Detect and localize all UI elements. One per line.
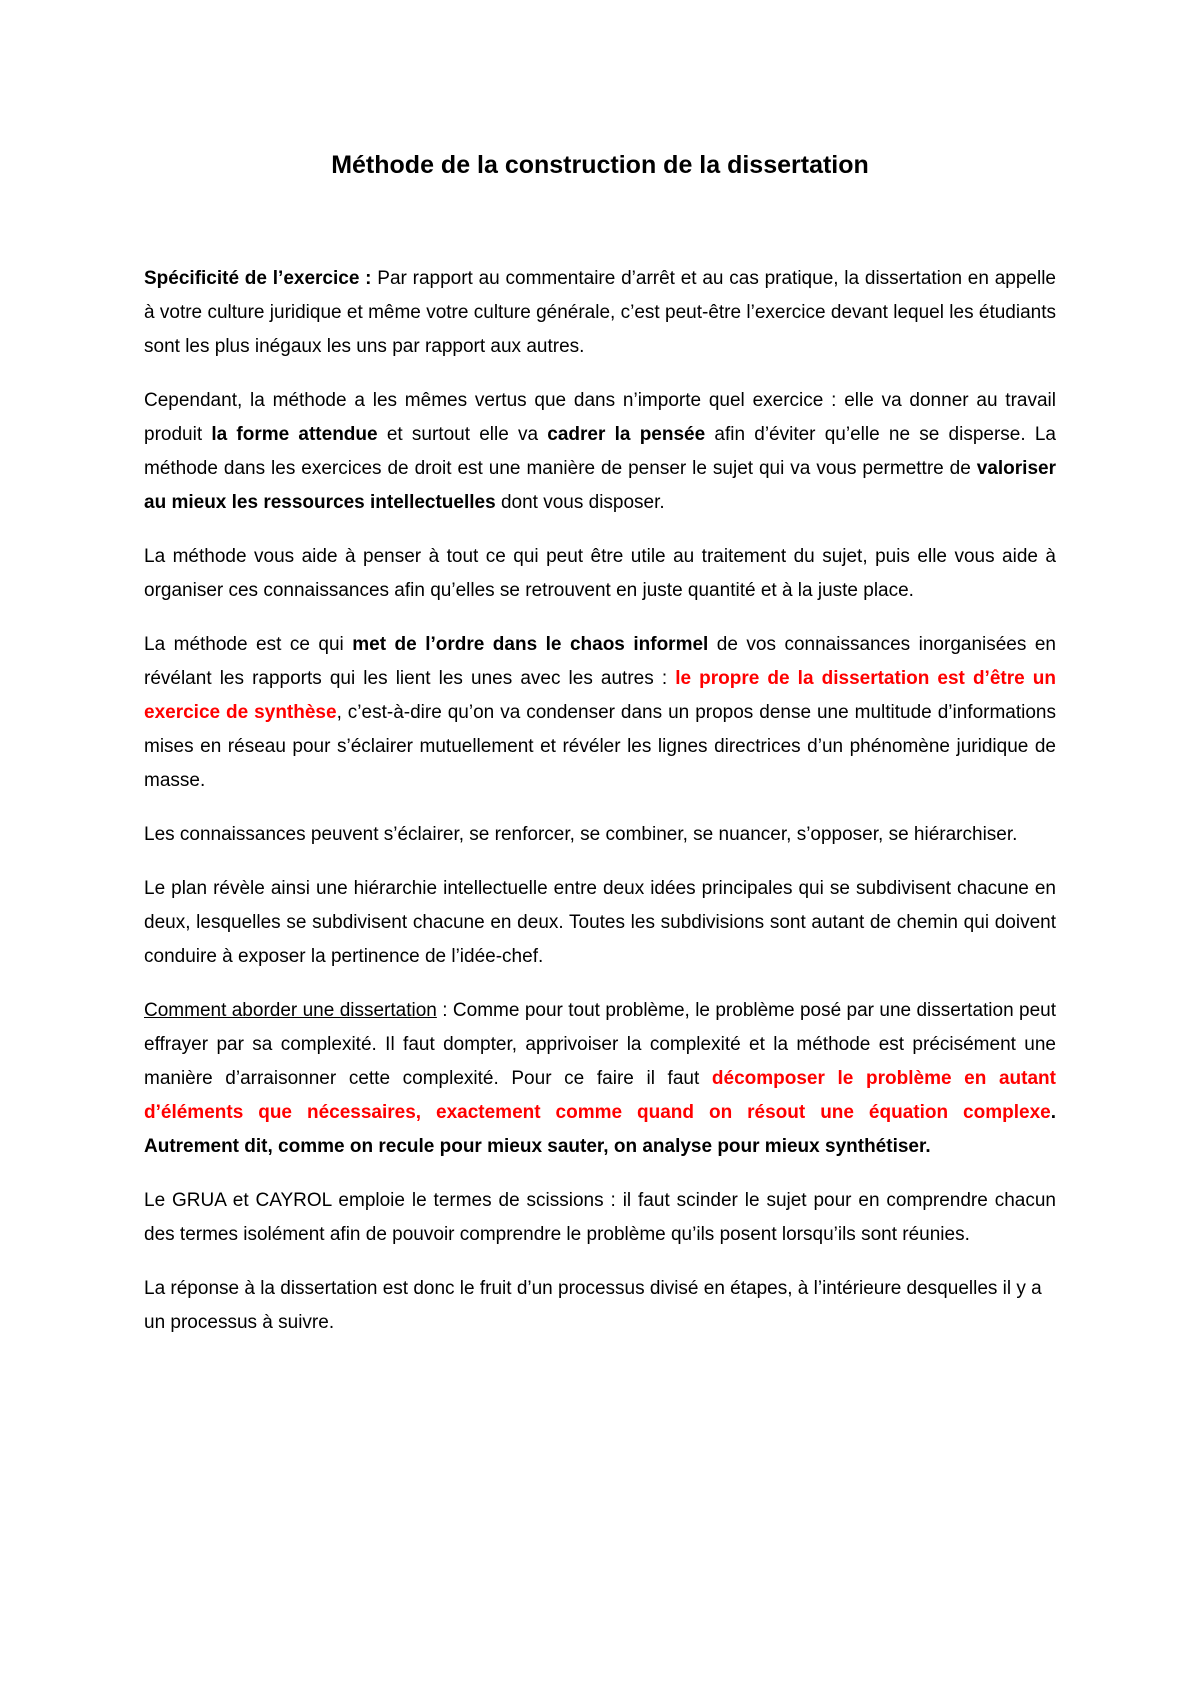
paragraph-text: de vos connaissances inorganisées en révélant les rapports qui les lient les unes avec les autres :: [144, 634, 1056, 689]
paragraph-plan: [144, 872, 1056, 974]
paragraph-connaissances: [144, 818, 1056, 852]
paragraph-text: Par rapport au commentaire d’arrêt et au cas pratique, la dissertation en appelle à votre culture juridique et même votre culture générale, c’est peut-être l’exercice devant lequel les étudiants sont les plus inégaux les uns par rapport aux autres.: [144, 268, 1056, 357]
paragraph-reponse: [144, 1272, 1056, 1340]
paragraph-text: Cependant, la méthode a les mêmes vertus que dans n’importe quel exercice : elle va donner au travail produit: [144, 390, 1056, 445]
paragraph-text: Les connaissances peuvent s’éclairer, se renforcer, se combiner, se nuancer, s’opposer, se hiérarchiser.: [144, 824, 1018, 845]
paragraph-specificite: [144, 262, 1056, 364]
underlined-heading: Comment aborder une dissertation: [144, 1000, 437, 1021]
bold-phrase: cadrer la pensée: [547, 424, 706, 445]
paragraph-label: Spécificité de l’exercice :: [144, 268, 372, 289]
red-highlight-phrase: le propre de la dissertation est d’être un exercice de synthèse: [144, 668, 1056, 723]
bold-phrase: la forme attendue: [211, 424, 378, 445]
paragraph-text: dont vous disposer.: [495, 492, 665, 513]
paragraph-text: afin d’éviter qu’elle ne se disperse. La méthode dans les exercices de droit est une manière de penser le sujet qui va vous permettre de: [144, 424, 1056, 479]
paragraph-text: La méthode vous aide à penser à tout ce qui peut être utile au traitement du sujet, puis elle vous aide à organiser ces connaissances afin qu’elles se retrouvent en juste quantité et à la juste place.: [144, 546, 1056, 601]
paragraph-text: Le plan révèle ainsi une hiérarchie intellectuelle entre deux idées principales qui se subdivisent chacune en deux, lesquelles se subdivisent chacune en deux. Toutes les subdivisions sont autant de chemin qui doivent conduire à exposer la pertinence de l’idée-chef.: [144, 878, 1056, 967]
bold-phrase: met de l’ordre dans le chaos informel: [352, 634, 709, 655]
paragraph-methode-aide: [144, 540, 1056, 608]
bold-phrase: valoriser au mieux les ressources intellectuelles: [144, 458, 1056, 513]
paragraph-text: Le GRUA et CAYROL emploie le termes de scissions : il faut scinder le sujet pour en comprendre chacun des termes isolément afin de pouvoir comprendre le problème qu’ils posent lorsqu’ils sont réunies.: [144, 1190, 1056, 1245]
document-body: [144, 262, 1056, 1360]
red-highlight-phrase: décomposer le problème en autant d’éléments que nécessaires, exactement comme quand on résout une équation complexe: [144, 1068, 1056, 1123]
paragraph-text: , c’est-à-dire qu’on va condenser dans un propos dense une multitude d’informations mises en réseau pour s’éclairer mutuellement et révéler les lignes directrices d’un phénomène juridique de masse.: [144, 702, 1056, 791]
paragraph-text: et surtout elle va: [377, 424, 548, 445]
paragraph-comment-aborder: [144, 994, 1056, 1164]
paragraph-grua-cayrol: [144, 1184, 1056, 1252]
paragraph-methode-ordre: [144, 628, 1056, 798]
paragraph-text: La réponse à la dissertation est donc le fruit d’un processus divisé en étapes, à l’intérieure desquelles il y a un processus à suivre.: [144, 1278, 1042, 1333]
document-title: Méthode de la construction de la dissertation: [331, 151, 869, 179]
bold-phrase: . Autrement dit, comme on recule pour mieux sauter, on analyse pour mieux synthétiser.: [144, 1102, 1056, 1157]
paragraph-methode-vertus: [144, 384, 1056, 520]
paragraph-text: La méthode est ce qui: [144, 634, 353, 655]
paragraph-text: : Comme pour tout problème, le problème posé par une dissertation peut effrayer par sa complexité. Il faut dompter, apprivoiser la complexité et la méthode est précisément une manière d’arraisonner cette complexité. Pour ce faire il faut: [144, 1000, 1057, 1089]
